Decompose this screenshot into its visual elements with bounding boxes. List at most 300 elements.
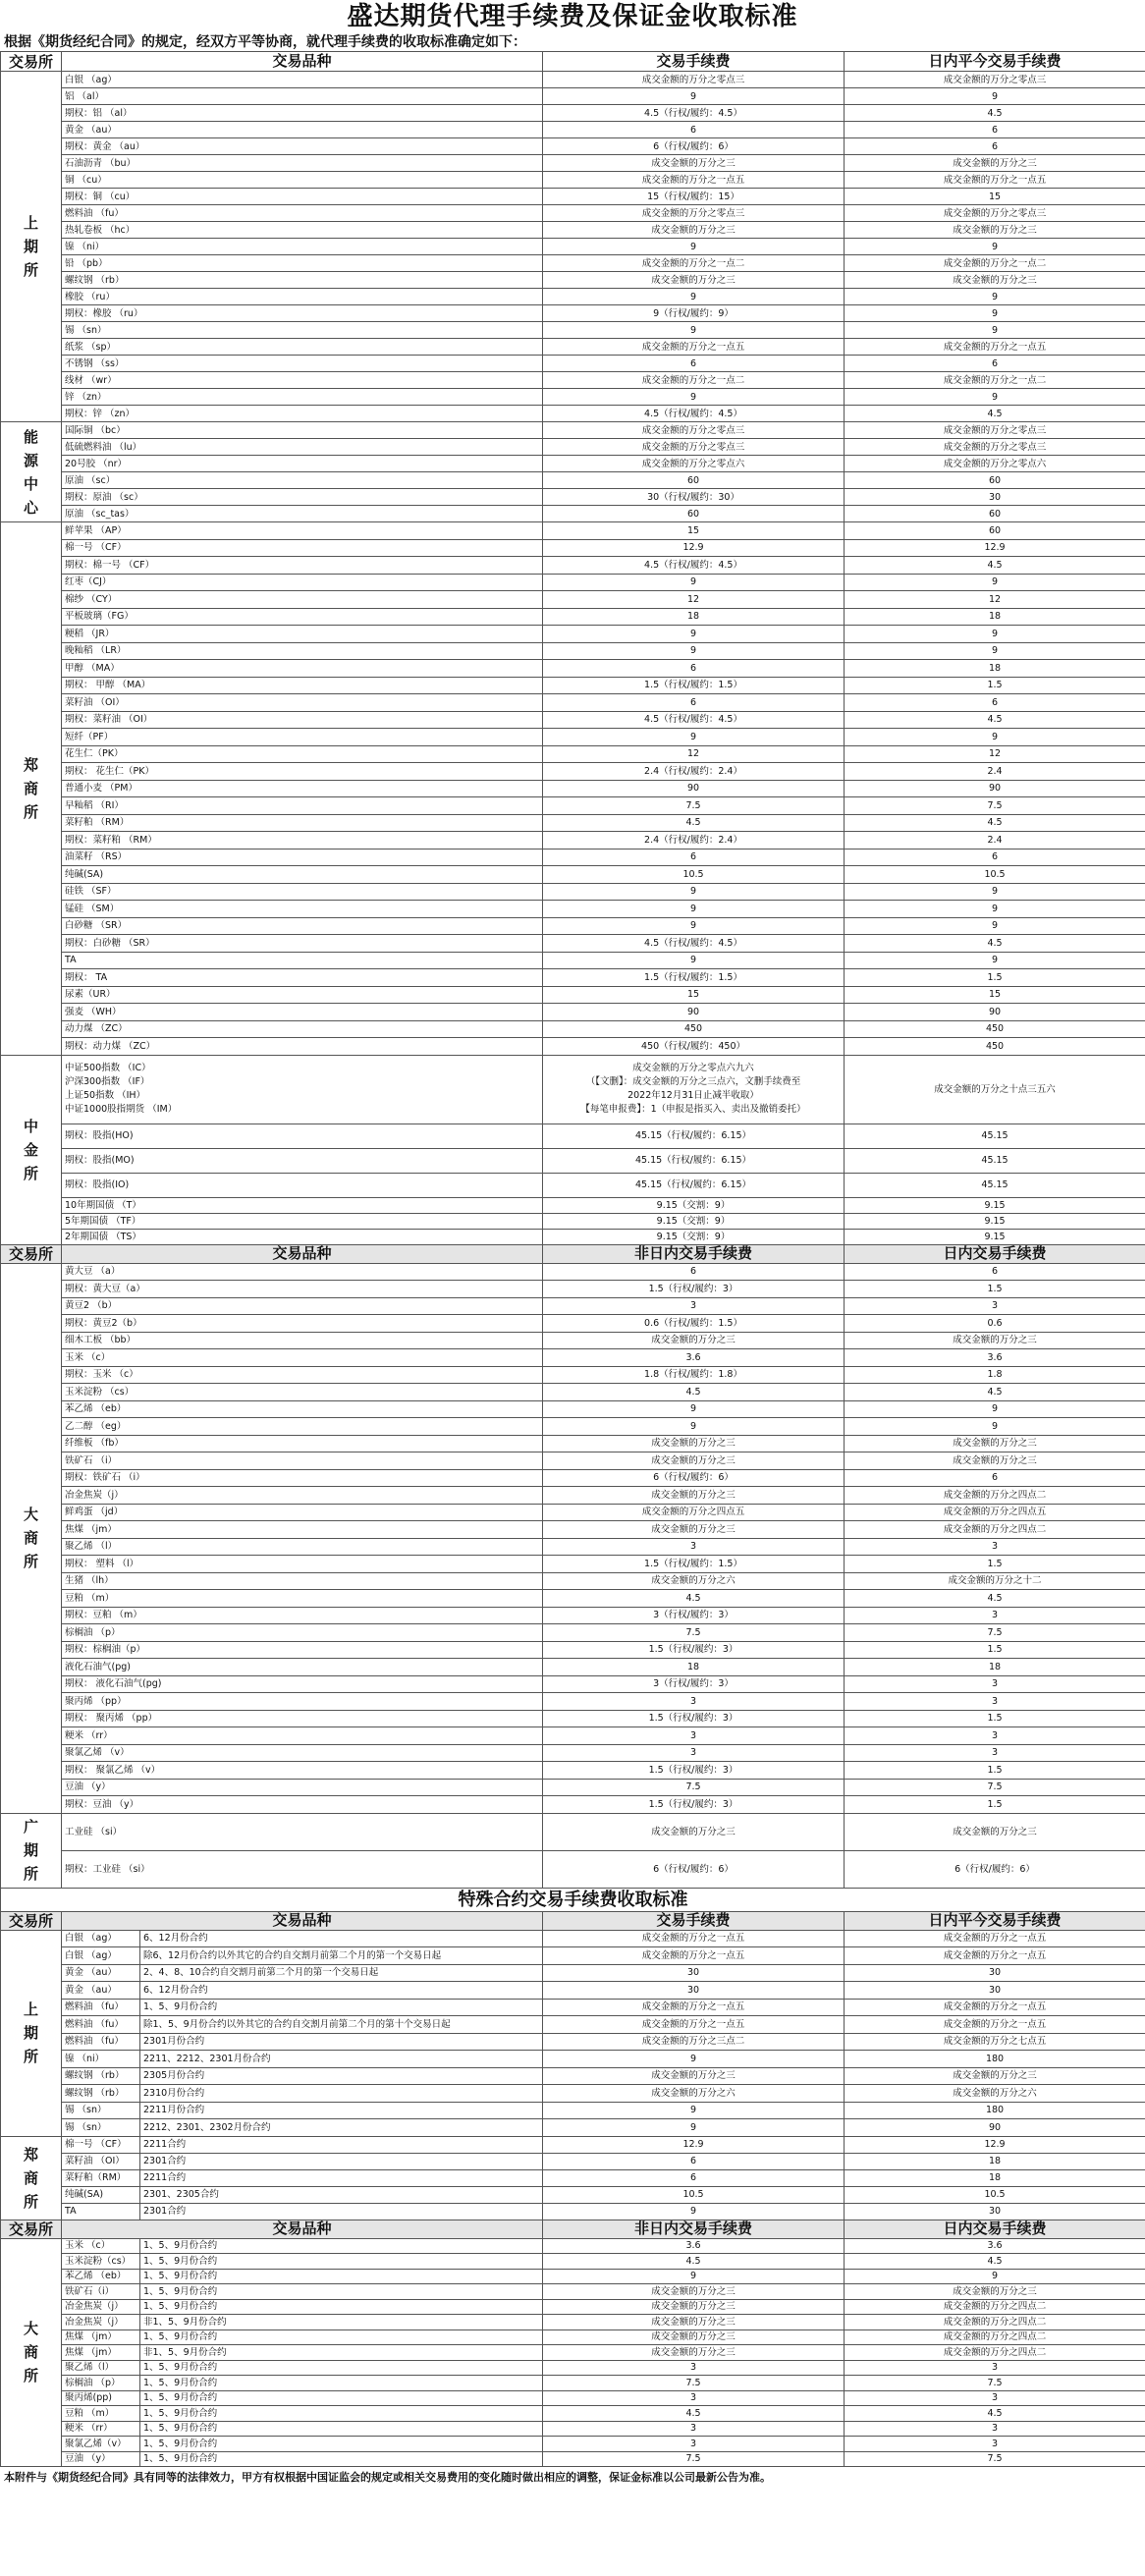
table-row bbox=[1, 439, 1145, 456]
fee-cell: 成交金额的万分之一点五 bbox=[543, 172, 845, 189]
contract-cell: 2301月份合约 bbox=[140, 2033, 543, 2051]
table-row bbox=[1, 1572, 1145, 1590]
fee-cell: 成交金额的万分之零点三 bbox=[543, 205, 845, 222]
product-cell: 期权：玉米 （c） bbox=[62, 1366, 543, 1384]
fee-cell: 成交金额的万分之一点二 bbox=[543, 255, 845, 272]
table-row bbox=[1, 289, 1145, 305]
intraday-fee-cell: 成交金额的万分之三 bbox=[845, 1435, 1145, 1452]
fee-cell: 15 bbox=[543, 986, 845, 1004]
table-row bbox=[1, 472, 1145, 489]
exchange-cell bbox=[1, 1813, 62, 1888]
product-cell: 燃料油 （fu） bbox=[62, 205, 543, 222]
product-cell: 原油 （sc_tas） bbox=[62, 506, 543, 522]
product-cell: 期权：白砂糖 （SR） bbox=[62, 935, 543, 953]
table-row bbox=[1, 557, 1145, 575]
intraday-fee-cell: 成交金额的万分之三 bbox=[845, 155, 1145, 172]
intraday-fee-cell: 3 bbox=[845, 1744, 1145, 1762]
table-row bbox=[1, 1556, 1145, 1573]
table-row bbox=[1, 172, 1145, 189]
product-cell: 聚丙烯 （pp） bbox=[62, 1693, 543, 1711]
table-row bbox=[1, 1641, 1145, 1659]
fee-cell: 成交金额的万分之一点二 bbox=[543, 372, 845, 389]
fee-cell: 4.5 bbox=[543, 1384, 845, 1401]
product-cell: 棉一号 （CF） bbox=[62, 539, 543, 557]
fee-header: 交易手续费 bbox=[543, 1911, 845, 1930]
contract-cell: 1、5、9月份合约 bbox=[140, 2284, 543, 2300]
table-row bbox=[1, 901, 1145, 918]
product-cell: 菜籽粕 （RM） bbox=[62, 814, 543, 832]
intraday-fee-cell: 3 bbox=[845, 2421, 1145, 2437]
table-row bbox=[1, 1504, 1145, 1521]
table-row bbox=[1, 1148, 1145, 1173]
intraday-fee-cell: 60 bbox=[845, 472, 1145, 489]
table-row bbox=[1, 1850, 1145, 1888]
intraday-fee-cell: 0.6 bbox=[845, 1315, 1145, 1333]
product-header: 交易品种 bbox=[62, 52, 543, 72]
table-row bbox=[1, 1930, 1145, 1947]
fee-cell: 7.5 bbox=[543, 797, 845, 815]
fee-cell: 成交金额的万分之一点五 bbox=[543, 1999, 845, 2016]
product-cell: 红枣（CJ） bbox=[62, 574, 543, 591]
product-cell: 铅 （pb） bbox=[62, 255, 543, 272]
table-row bbox=[1, 1038, 1145, 1056]
intraday-fee-cell: 450 bbox=[845, 1038, 1145, 1056]
product-cell: 冶金焦炭（j） bbox=[62, 2315, 140, 2330]
intraday-fee-cell: 1.5 bbox=[845, 677, 1145, 694]
exchange-cell bbox=[1, 1263, 62, 1813]
product-cell: 铁矿石 （i） bbox=[62, 1452, 543, 1470]
table-row bbox=[1, 88, 1145, 105]
intraday-fee-cell: 45.15 bbox=[845, 1124, 1145, 1148]
table-header-row bbox=[1, 52, 1145, 72]
product-cell: 玉米淀粉（cs） bbox=[62, 2254, 140, 2270]
product-cell: 动力煤 （ZC） bbox=[62, 1020, 543, 1038]
contract-cell: 2301合约 bbox=[140, 2153, 543, 2169]
intraday-fee-cell: 成交金额的万分之四点二 bbox=[845, 2315, 1145, 2330]
index-fee-line: 【每笔申报费】：1（申报是指买入、卖出及撤销委托） bbox=[580, 1104, 806, 1115]
product-cell: 期权： 聚氯乙烯 （v） bbox=[62, 1762, 543, 1780]
intraday-fee-cell: 3 bbox=[845, 1675, 1145, 1693]
fee-cell: 4.5（行权/履约：4.5） bbox=[543, 935, 845, 953]
fee-cell: 9 bbox=[543, 2051, 845, 2068]
table-row bbox=[1, 2345, 1145, 2361]
intraday-fee-cell: 成交金额的万分之十点三五六 bbox=[845, 1055, 1145, 1124]
contract-cell: 1、5、9月份合约 bbox=[140, 2437, 543, 2452]
exchange-name: 广期所 bbox=[23, 1818, 38, 1883]
table-row bbox=[1, 2315, 1145, 2330]
intraday-fee-cell: 成交金额的万分之零点六 bbox=[845, 456, 1145, 472]
exchange-name: 能源中心 bbox=[23, 427, 38, 517]
table-row bbox=[1, 729, 1145, 746]
intraday-fee-cell: 成交金额的万分之四点二 bbox=[845, 2329, 1145, 2345]
table-row bbox=[1, 1332, 1145, 1349]
table-row bbox=[1, 660, 1145, 678]
page-title: 盛达期货代理手续费及保证金收取标准 bbox=[347, 2, 798, 31]
product-cell: 期权：棉一号 （CF） bbox=[62, 557, 543, 575]
exchange-name: 郑商所 bbox=[23, 2145, 38, 2211]
table-row bbox=[1, 1315, 1145, 1333]
table-row bbox=[1, 2102, 1145, 2119]
exchange-header: 交易所 bbox=[1, 1911, 62, 1930]
table-row bbox=[1, 1744, 1145, 1762]
fee-cell: 9 bbox=[543, 389, 845, 406]
table-row bbox=[1, 1263, 1145, 1281]
contract-cell: 6、12月份合约 bbox=[140, 1930, 543, 1947]
table-row bbox=[1, 422, 1145, 439]
table-row bbox=[1, 1607, 1145, 1624]
fee-cell: 18 bbox=[543, 608, 845, 626]
product-cell: 期权：动力煤 （ZC） bbox=[62, 1038, 543, 1056]
table-row bbox=[1, 1779, 1145, 1796]
contract-cell: 2211、2212、2301月份合约 bbox=[140, 2051, 543, 2068]
intraday-fee-cell: 9 bbox=[845, 389, 1145, 406]
fee-cell: 成交金额的万分之六 bbox=[543, 2085, 845, 2103]
product-cell: 油菜籽 （RS） bbox=[62, 849, 543, 866]
table-row bbox=[1, 797, 1145, 815]
contract-cell: 1、5、9月份合约 bbox=[140, 1999, 543, 2016]
product-cell: 2年期国债 （TS） bbox=[62, 1229, 543, 1244]
table-row bbox=[1, 2136, 1145, 2153]
fee-cell: 9 bbox=[543, 2203, 845, 2220]
fee-cell: 1.5（行权/履约：3） bbox=[543, 1710, 845, 1727]
product-cell: 期权： 花生仁（PK） bbox=[62, 763, 543, 781]
table-row bbox=[1, 155, 1145, 172]
contract-cell: 6、12月份合约 bbox=[140, 1982, 543, 2000]
table-row bbox=[1, 814, 1145, 832]
fee-cell: 成交金额的万分之一点五 bbox=[543, 1947, 845, 1965]
product-cell: 鲜苹果 （AP） bbox=[62, 522, 543, 540]
product-cell: 粳稻 （JR） bbox=[62, 626, 543, 643]
contract-cell: 2310月份合约 bbox=[140, 2085, 543, 2103]
product-cell: 20号胶 （nr） bbox=[62, 456, 543, 472]
table-row bbox=[1, 1213, 1145, 1229]
product-cell: 豆粕 （m） bbox=[62, 2406, 140, 2422]
intraday-fee-cell: 4.5 bbox=[845, 2406, 1145, 2422]
intraday-fee-cell: 6 bbox=[845, 138, 1145, 155]
table-row bbox=[1, 608, 1145, 626]
intraday-fee-cell: 1.5 bbox=[845, 1710, 1145, 1727]
intraday-fee-cell: 6 bbox=[845, 694, 1145, 712]
fee-cell: 45.15（行权/履约：6.15） bbox=[543, 1173, 845, 1197]
product-cell: 尿素（UR） bbox=[62, 986, 543, 1004]
intraday-fee-cell: 30 bbox=[845, 489, 1145, 506]
exchange-name: 中金所 bbox=[23, 1117, 38, 1182]
table-header-row bbox=[1, 1911, 1145, 1930]
intraday-fee-cell: 1.5 bbox=[845, 1281, 1145, 1298]
fee-cell: 6（行权/履约：6） bbox=[543, 138, 845, 155]
product-cell: 花生仁（PK） bbox=[62, 745, 543, 763]
intraday-fee-cell: 45.15 bbox=[845, 1148, 1145, 1173]
product-cell: 晚籼稻 （LR） bbox=[62, 642, 543, 660]
contract-cell: 1、5、9月份合约 bbox=[140, 2376, 543, 2391]
intraday-fee-cell: 成交金额的万分之一点五 bbox=[845, 1947, 1145, 1965]
product-cell: 粳米 （rr） bbox=[62, 1727, 543, 1745]
product-cell: 锡 （sn） bbox=[62, 2119, 140, 2137]
fee-cell: 成交金额的万分之三 bbox=[543, 1332, 845, 1349]
product-cell: 纤维板 （fb） bbox=[62, 1435, 543, 1452]
table-row bbox=[1, 105, 1145, 122]
fee-cell: 6（行权/履约：6） bbox=[543, 1469, 845, 1487]
table-row bbox=[1, 2284, 1145, 2300]
fee-cell: 9 bbox=[543, 883, 845, 901]
fee-cell: 成交金额的万分之三 bbox=[543, 1452, 845, 1470]
product-cell: 石油沥青 （bu） bbox=[62, 155, 543, 172]
table-row bbox=[1, 677, 1145, 694]
product-cell: 燃料油 （fu） bbox=[62, 2016, 140, 2034]
intraday-header: 日内交易手续费 bbox=[845, 2220, 1145, 2238]
product-cell: 燃料油 （fu） bbox=[62, 1999, 140, 2016]
contract-cell: 1、5、9月份合约 bbox=[140, 2299, 543, 2315]
fee-cell: 2.4（行权/履约：2.4） bbox=[543, 763, 845, 781]
table-row bbox=[1, 626, 1145, 643]
table-row bbox=[1, 339, 1145, 356]
fee-cell: 15（行权/履约：15） bbox=[543, 189, 845, 205]
index-product: 中证500指数 （IC） bbox=[65, 1063, 151, 1073]
table-row bbox=[1, 745, 1145, 763]
product-cell: 黄金 （au） bbox=[62, 122, 543, 138]
product-cell: 镍 （ni） bbox=[62, 239, 543, 255]
fee-cell: 3 bbox=[543, 1538, 845, 1556]
exchange-header: 交易所 bbox=[1, 1244, 62, 1263]
product-cell: 黄大豆 （a） bbox=[62, 1263, 543, 1281]
intraday-fee-cell: 1.5 bbox=[845, 1762, 1145, 1780]
product-cell: 白银 （ag） bbox=[62, 1947, 140, 1965]
exchange-cell bbox=[1, 2238, 62, 2467]
intraday-fee-cell: 7.5 bbox=[845, 2376, 1145, 2391]
intraday-fee-cell: 1.5 bbox=[845, 1796, 1145, 1814]
fee-cell: 1.5（行权/履约：3） bbox=[543, 1281, 845, 1298]
fee-cell: 7.5 bbox=[543, 2376, 845, 2391]
product-cell: 期权：菜籽油 （OI） bbox=[62, 711, 543, 729]
table-row bbox=[1, 1349, 1145, 1367]
table-row bbox=[1, 239, 1145, 255]
fee-cell: 成交金额的万分之六 bbox=[543, 1572, 845, 1590]
intraday-fee-cell: 6 bbox=[845, 1263, 1145, 1281]
table-row bbox=[1, 969, 1145, 987]
product-cell: 菜籽粕（RM） bbox=[62, 2169, 140, 2186]
table-row bbox=[1, 2119, 1145, 2137]
product-cell: 锌 （zn） bbox=[62, 389, 543, 406]
table-row bbox=[1, 2238, 1145, 2254]
intraday-fee-cell: 12 bbox=[845, 745, 1145, 763]
fee-cell: 4.5（行权/履约：4.5） bbox=[543, 711, 845, 729]
product-cell: 聚氯乙烯 （v） bbox=[62, 1744, 543, 1762]
product-cell: 不锈钢 （ss） bbox=[62, 356, 543, 372]
exchange-name: 大商所 bbox=[23, 2320, 38, 2385]
fee-cell: 1.5（行权/履约：3） bbox=[543, 1762, 845, 1780]
product-cell: 5年期国债 （TF） bbox=[62, 1213, 543, 1229]
fee-cell: 90 bbox=[543, 780, 845, 797]
product-cell: 豆油 （y） bbox=[62, 2451, 140, 2467]
intraday-fee-cell: 9 bbox=[845, 883, 1145, 901]
fee-cell: 9 bbox=[543, 322, 845, 339]
fee-cell: 成交金额的万分之三 bbox=[543, 1487, 845, 1505]
product-cell: 橡胶 （ru） bbox=[62, 289, 543, 305]
product-cell: 期权： 塑料 （l） bbox=[62, 1556, 543, 1573]
table-row bbox=[1, 2186, 1145, 2203]
table-row bbox=[1, 1487, 1145, 1505]
table-row bbox=[1, 2254, 1145, 2270]
intraday-fee-cell: 90 bbox=[845, 1004, 1145, 1021]
product-cell: 普通小麦 （PM） bbox=[62, 780, 543, 797]
fee-cell: 9.15（交割：9） bbox=[543, 1213, 845, 1229]
product-header: 交易品种 bbox=[62, 1244, 543, 1263]
product-cell: 短纤（PF） bbox=[62, 729, 543, 746]
table-row bbox=[1, 1659, 1145, 1676]
contract-cell: 2211合约 bbox=[140, 2136, 543, 2153]
fee-cell: 3 bbox=[543, 2421, 845, 2437]
fee-cell: 4.5（行权/履约：4.5） bbox=[543, 557, 845, 575]
intraday-fee-cell: 9 bbox=[845, 574, 1145, 591]
intraday-header: 日内平今交易手续费 bbox=[845, 1911, 1145, 1930]
fee-cell: 6 bbox=[543, 356, 845, 372]
table-row bbox=[1, 2299, 1145, 2315]
table-row bbox=[1, 1675, 1145, 1693]
fee-cell: 6 bbox=[543, 2169, 845, 2186]
table-row bbox=[1, 849, 1145, 866]
product-cell: 期权： TA bbox=[62, 969, 543, 987]
fee-cell: 12.9 bbox=[543, 539, 845, 557]
table-row bbox=[1, 1813, 1145, 1850]
product-cell: 铜 （cu） bbox=[62, 172, 543, 189]
fee-cell: 9（行权/履约：9） bbox=[543, 305, 845, 322]
fee-cell: 3 bbox=[543, 2360, 845, 2376]
index-fee-line: 2022年12月31日止减半收取） bbox=[627, 1090, 759, 1101]
intraday-fee-cell: 成交金额的万分之一点五 bbox=[845, 1930, 1145, 1947]
intraday-fee-cell: 成交金额的万分之一点二 bbox=[845, 255, 1145, 272]
index-product: 上证50指数 （IH） bbox=[65, 1090, 146, 1101]
fee-cell: 18 bbox=[543, 1659, 845, 1676]
intraday-fee-cell: 7.5 bbox=[845, 1624, 1145, 1642]
fee-cell: 1.5（行权/履约：3） bbox=[543, 1796, 845, 1814]
fee-cell: 9 bbox=[543, 917, 845, 935]
fee-cell: 60 bbox=[543, 506, 845, 522]
intraday-fee-cell: 成交金额的万分之一点五 bbox=[845, 172, 1145, 189]
table-row bbox=[1, 406, 1145, 422]
product-cell: 线材 （wr） bbox=[62, 372, 543, 389]
intraday-fee-cell: 9 bbox=[845, 88, 1145, 105]
fee-cell: 4.5 bbox=[543, 2254, 845, 2270]
table-row bbox=[1, 1538, 1145, 1556]
table-row bbox=[1, 2360, 1145, 2376]
table-row bbox=[1, 1590, 1145, 1608]
fee-cell: 30 bbox=[543, 1982, 845, 2000]
table-row bbox=[1, 694, 1145, 712]
footer-note: 本附件与《期货经纪合同》具有同等的法律效力，甲方有权根据中国证监会的规定或相关交易费用的变化随时做出相应的调整，保证金标准以公司最新公告为准。 bbox=[4, 2471, 771, 2484]
product-cell: 白银 （ag） bbox=[62, 1930, 140, 1947]
table-row bbox=[1, 1124, 1145, 1148]
table-row bbox=[1, 1400, 1145, 1418]
fee-header: 非日内交易手续费 bbox=[543, 1244, 845, 1263]
fee-cell: 7.5 bbox=[543, 1624, 845, 1642]
product-cell: 国际铜 （bc） bbox=[62, 422, 543, 439]
contract-cell: 1、5、9月份合约 bbox=[140, 2329, 543, 2345]
product-cell: 棉纱 （CY） bbox=[62, 591, 543, 609]
intraday-fee-cell: 2.4 bbox=[845, 763, 1145, 781]
exchange-cell bbox=[1, 72, 62, 422]
contract-cell: 除1、5、9月份合约以外其它的合约自交割月前第二个月的第十个交易日起 bbox=[140, 2016, 543, 2034]
fee-cell: 3.6 bbox=[543, 1349, 845, 1367]
product-cell: 玉米 （c） bbox=[62, 2238, 140, 2254]
fee-cell: 1.5（行权/履约：1.5） bbox=[543, 969, 845, 987]
fee-cell: 9 bbox=[543, 1400, 845, 1418]
intraday-fee-cell: 7.5 bbox=[845, 2451, 1145, 2467]
intraday-fee-cell: 成交金额的万分之三 bbox=[845, 272, 1145, 289]
product-cell: 聚乙烯 （l） bbox=[62, 1538, 543, 1556]
special-title-row bbox=[1, 1888, 1145, 1911]
contract-cell: 2301合约 bbox=[140, 2203, 543, 2220]
intraday-header: 日内平今交易手续费 bbox=[845, 52, 1145, 72]
intraday-fee-cell: 7.5 bbox=[845, 1779, 1145, 1796]
contract-cell: 1、5、9月份合约 bbox=[140, 2360, 543, 2376]
product-cell: 期权： 液化石油气(pg) bbox=[62, 1675, 543, 1693]
table-row bbox=[1, 780, 1145, 797]
intraday-fee-cell: 9 bbox=[845, 322, 1145, 339]
intraday-fee-cell: 2.4 bbox=[845, 832, 1145, 850]
fee-cell: 成交金额的万分之一点五 bbox=[543, 339, 845, 356]
fee-cell: 成交金额的万分之三 bbox=[543, 2299, 845, 2315]
fee-cell: 成交金额的万分之零点三 bbox=[543, 439, 845, 456]
exchange-cell bbox=[1, 1055, 62, 1244]
intraday-fee-cell: 18 bbox=[845, 1659, 1145, 1676]
special-title: 特殊合约交易手续费收取标准 bbox=[1, 1888, 1145, 1911]
product-cell: 期权：锌 （zn） bbox=[62, 406, 543, 422]
product-cell: 豆油 （y） bbox=[62, 1779, 543, 1796]
product-cell: 聚丙烯(pp) bbox=[62, 2390, 140, 2406]
product-cell: 强麦 （WH） bbox=[62, 1004, 543, 1021]
fee-cell: 9 bbox=[543, 2269, 845, 2284]
fee-cell: 6 bbox=[543, 849, 845, 866]
product-cell: 期权：股指(IO) bbox=[62, 1173, 543, 1197]
intraday-fee-cell: 成交金额的万分之四点五 bbox=[845, 1504, 1145, 1521]
product-cell: 焦煤 （jm） bbox=[62, 2329, 140, 2345]
intraday-fee-cell: 9 bbox=[845, 642, 1145, 660]
table-row bbox=[1, 935, 1145, 953]
table-row bbox=[1, 1297, 1145, 1315]
product-header: 交易品种 bbox=[62, 1911, 543, 1930]
intraday-fee-cell: 4.5 bbox=[845, 406, 1145, 422]
table-row bbox=[1, 1762, 1145, 1780]
intraday-fee-cell: 成交金额的万分之零点三 bbox=[845, 422, 1145, 439]
fee-cell: 1.8（行权/履约：1.8） bbox=[543, 1366, 845, 1384]
fee-cell: 7.5 bbox=[543, 1779, 845, 1796]
intraday-fee-cell: 9 bbox=[845, 1400, 1145, 1418]
intraday-fee-cell: 60 bbox=[845, 522, 1145, 540]
exchange-name: 郑商所 bbox=[23, 755, 38, 821]
intraday-fee-cell: 成交金额的万分之四点二 bbox=[845, 2345, 1145, 2361]
fee-cell: 9 bbox=[543, 729, 845, 746]
intraday-fee-cell: 9 bbox=[845, 239, 1145, 255]
fee-cell: 45.15（行权/履约：6.15） bbox=[543, 1124, 845, 1148]
intraday-fee-cell: 30 bbox=[845, 2203, 1145, 2220]
fee-cell: 6 bbox=[543, 122, 845, 138]
table-row bbox=[1, 1964, 1145, 1982]
intraday-fee-cell: 1.5 bbox=[845, 1556, 1145, 1573]
contract-cell: 2、4、8、10合约自交割月前第二个月的第一个交易日起 bbox=[140, 1964, 543, 1982]
product-cell: 期权：工业硅 （si） bbox=[62, 1850, 543, 1888]
intraday-fee-cell: 6 bbox=[845, 122, 1145, 138]
intraday-fee-cell: 3 bbox=[845, 1607, 1145, 1624]
exchange-name: 上期所 bbox=[23, 214, 38, 279]
index-fee-line: 成交金额的万分之零点六九六 bbox=[632, 1063, 754, 1073]
fee-cell: 10.5 bbox=[543, 866, 845, 884]
table-row bbox=[1, 591, 1145, 609]
contract-cell: 1、5、9月份合约 bbox=[140, 2421, 543, 2437]
intraday-fee-cell: 成交金额的万分之三 bbox=[845, 1452, 1145, 1470]
table-row bbox=[1, 2033, 1145, 2051]
product-cell: 期权： 聚丙烯 （pp） bbox=[62, 1710, 543, 1727]
table-row bbox=[1, 456, 1145, 472]
